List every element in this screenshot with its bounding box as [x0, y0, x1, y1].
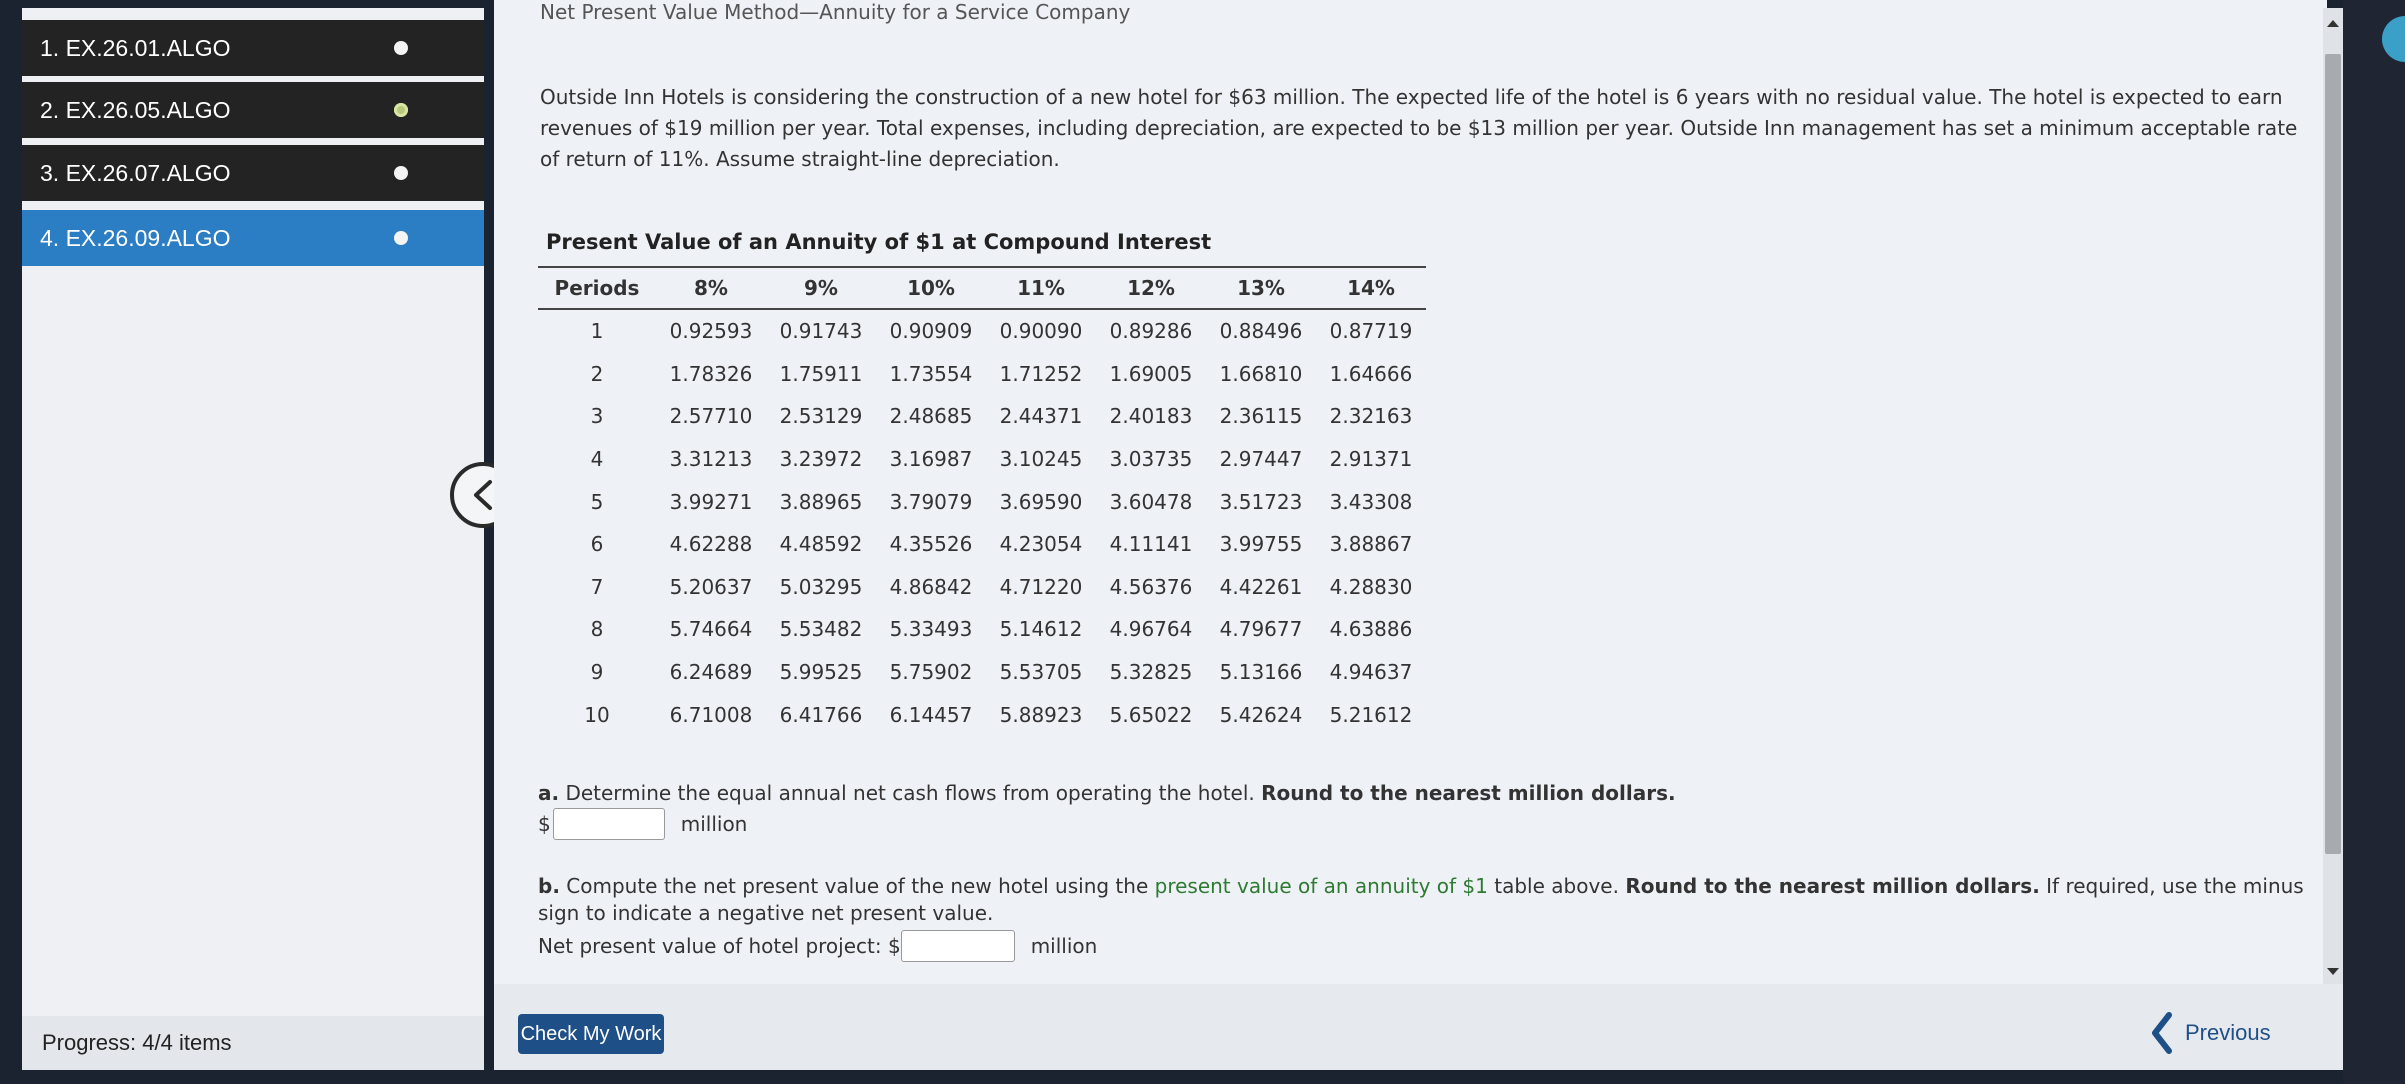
factor-cell: 1.71252	[999, 361, 1083, 386]
previous-label: Previous	[2185, 1020, 2271, 1045]
net-present-value-input[interactable]	[901, 930, 1015, 962]
period-cell: 9	[590, 660, 604, 685]
factor-cell: 3.60478	[1109, 489, 1193, 514]
question-b-answer-row	[538, 930, 1097, 962]
factor-cell: 5.13166	[1219, 660, 1303, 685]
factor-cell: 2.40183	[1109, 404, 1193, 429]
question-letter: a.	[538, 781, 560, 805]
problem-text: Outside Inn Hotels is considering the construction of a new hotel for $63 million. The expected life of the hotel is 6 years with no residual value. The hotel is expected to earn revenues of $19 million per year. Total expenses, including depreciation, are expected to be $13 million per year. Outside Inn management has set a minimum acceptable rate of return of 11%. Assume straight-line depreciation.	[540, 85, 2298, 171]
progress-value: 4/4 items	[142, 1030, 232, 1055]
factor-cell: 3.31213	[669, 447, 753, 472]
table-row	[538, 523, 1426, 566]
table-row	[538, 353, 1426, 396]
factor-cell: 2.91371	[1329, 447, 1413, 472]
factor-cell: 5.21612	[1329, 702, 1413, 727]
column-header: Periods	[538, 267, 656, 309]
factor-cell: 5.20637	[669, 574, 753, 599]
column-header: 13%	[1206, 267, 1316, 309]
page-title: Net Present Value Method—Annuity for a Service Company	[540, 0, 1131, 24]
vertical-scrollbar[interactable]	[2323, 8, 2343, 984]
factor-cell: 3.51723	[1219, 489, 1303, 514]
scrollbar-thumb[interactable]	[2325, 54, 2341, 854]
table-row	[538, 309, 1426, 353]
factor-cell: 5.65022	[1109, 702, 1193, 727]
factor-cell: 0.90909	[889, 319, 973, 344]
factor-cell: 2.36115	[1219, 404, 1303, 429]
question-instruction: Round to the nearest million dollars.	[1625, 874, 2040, 898]
previous-button[interactable]	[2149, 1008, 2271, 1058]
factor-cell: 3.43308	[1329, 489, 1413, 514]
sidebar-item-ex-26-09[interactable]	[22, 210, 484, 266]
factor-cell: 2.97447	[1219, 447, 1303, 472]
footer-bar	[494, 984, 2343, 1070]
window-edge	[2343, 0, 2405, 1084]
factor-cell: 5.88923	[999, 702, 1083, 727]
column-header: 8%	[656, 267, 766, 309]
factor-cell: 0.91743	[779, 319, 863, 344]
factor-cell: 5.53705	[999, 660, 1083, 685]
pv-annuity-link[interactable]: present value of an annuity of $1	[1154, 874, 1488, 898]
period-cell: 10	[584, 702, 610, 727]
period-cell: 7	[590, 574, 604, 599]
factor-cell: 2.32163	[1329, 404, 1413, 429]
factor-cell: 4.42261	[1219, 574, 1303, 599]
factor-cell: 6.41766	[779, 702, 863, 727]
factor-cell: 5.03295	[779, 574, 863, 599]
factor-cell: 2.44371	[999, 404, 1083, 429]
sidebar-item-label: 2. EX.26.05.ALGO	[40, 96, 231, 123]
annual-net-cash-flow-input[interactable]	[553, 808, 665, 840]
present-value-table	[538, 266, 1426, 736]
column-header: 10%	[876, 267, 986, 309]
sidebar-item-label: 1. EX.26.01.ALGO	[40, 34, 231, 61]
table-title: Present Value of an Annuity of $1 at Compound Interest	[546, 230, 1212, 254]
factor-cell: 1.66810	[1219, 361, 1303, 386]
factor-cell: 3.10245	[999, 447, 1083, 472]
factor-cell: 4.79677	[1219, 617, 1303, 642]
question-b	[538, 873, 2308, 927]
question-text: Determine the equal annual net cash flows from operating the hotel.	[565, 781, 1255, 805]
factor-cell: 5.42624	[1219, 702, 1303, 727]
currency-symbol: $	[887, 934, 901, 958]
status-complete-icon	[394, 103, 408, 117]
period-cell: 2	[590, 361, 604, 386]
factor-cell: 0.90090	[999, 319, 1083, 344]
factor-cell: 5.74664	[669, 617, 753, 642]
sidebar-item-ex-26-01[interactable]	[22, 20, 484, 76]
factor-cell: 3.23972	[779, 447, 863, 472]
factor-cell: 5.32825	[1109, 660, 1193, 685]
factor-cell: 3.69590	[999, 489, 1083, 514]
period-cell: 4	[590, 447, 604, 472]
table-row	[538, 438, 1426, 481]
factor-cell: 1.69005	[1109, 361, 1193, 386]
factor-cell: 6.71008	[669, 702, 753, 727]
sidebar	[22, 8, 484, 1070]
factor-cell: 4.48592	[779, 532, 863, 557]
check-my-work-button[interactable]: Check My Work	[518, 1014, 664, 1054]
status-dot-icon	[394, 231, 408, 245]
factor-cell: 1.78326	[669, 361, 753, 386]
table-row	[538, 608, 1426, 651]
question-text: Compute the net present value of the new hotel using the	[566, 874, 1149, 898]
factor-cell: 5.99525	[779, 660, 863, 685]
question-a-answer-row	[538, 808, 747, 840]
question-letter: b.	[538, 874, 560, 898]
factor-cell: 6.14457	[889, 702, 973, 727]
factor-cell: 3.99271	[669, 489, 753, 514]
factor-cell: 5.33493	[889, 617, 973, 642]
factor-cell: 1.73554	[889, 361, 973, 386]
factor-cell: 4.28830	[1329, 574, 1413, 599]
factor-cell: 6.24689	[669, 660, 753, 685]
factor-cell: 4.71220	[999, 574, 1083, 599]
status-dot-icon	[394, 166, 408, 180]
factor-cell: 3.16987	[889, 447, 973, 472]
status-dot-icon	[394, 41, 408, 55]
factor-cell: 0.89286	[1109, 319, 1193, 344]
sidebar-item-ex-26-07[interactable]	[22, 145, 484, 201]
factor-cell: 3.99755	[1219, 532, 1303, 557]
column-header: 14%	[1316, 267, 1426, 309]
main-content	[494, 0, 2327, 984]
factor-cell: 4.63886	[1329, 617, 1413, 642]
period-cell: 8	[590, 617, 604, 642]
factor-cell: 4.62288	[669, 532, 753, 557]
question-instruction: Round to the nearest million dollars.	[1261, 781, 1676, 805]
sidebar-item-ex-26-05[interactable]	[22, 82, 484, 138]
period-cell: 3	[590, 404, 604, 429]
factor-cell: 2.48685	[889, 404, 973, 429]
sidebar-item-label: 4. EX.26.09.ALGO	[40, 224, 231, 251]
factor-cell: 4.35526	[889, 532, 973, 557]
factor-cell: 0.92593	[669, 319, 753, 344]
progress-indicator	[22, 1016, 484, 1070]
column-header: 11%	[986, 267, 1096, 309]
factor-cell: 5.75902	[889, 660, 973, 685]
factor-cell: 4.23054	[999, 532, 1083, 557]
factor-cell: 4.94637	[1329, 660, 1413, 685]
table-header-row	[538, 267, 1426, 309]
factor-cell: 4.11141	[1109, 532, 1193, 557]
table-row	[538, 566, 1426, 609]
factor-cell: 4.86842	[889, 574, 973, 599]
factor-cell: 3.03735	[1109, 447, 1193, 472]
question-a	[538, 781, 1676, 805]
factor-cell: 4.96764	[1109, 617, 1193, 642]
factor-cell: 0.88496	[1219, 319, 1303, 344]
column-header: 9%	[766, 267, 876, 309]
chevron-left-icon	[2149, 1011, 2177, 1055]
period-cell: 6	[590, 532, 604, 557]
table-row	[538, 395, 1426, 438]
factor-cell: 2.53129	[779, 404, 863, 429]
table-row	[538, 480, 1426, 523]
field-label: Net present value of hotel project:	[538, 934, 882, 958]
currency-symbol: $	[538, 812, 551, 836]
factor-cell: 5.14612	[999, 617, 1083, 642]
question-text: If required, use the minus sign to indicate a negative net present value.	[538, 874, 2304, 925]
column-header: 12%	[1096, 267, 1206, 309]
factor-cell: 2.57710	[669, 404, 753, 429]
unit-label: million	[680, 812, 748, 836]
period-cell: 1	[590, 319, 604, 344]
factor-cell: 4.56376	[1109, 574, 1193, 599]
factor-cell: 3.88965	[779, 489, 863, 514]
scroll-up-icon[interactable]	[2327, 20, 2339, 27]
table-row	[538, 651, 1426, 694]
factor-cell: 1.75911	[779, 361, 863, 386]
progress-label: Progress:	[42, 1030, 137, 1055]
factor-cell: 3.88867	[1329, 532, 1413, 557]
factor-cell: 1.64666	[1329, 361, 1413, 386]
factor-cell: 3.79079	[889, 489, 973, 514]
question-text: table above.	[1494, 874, 1619, 898]
scroll-down-icon[interactable]	[2327, 968, 2339, 975]
sidebar-item-label: 3. EX.26.07.ALGO	[40, 159, 231, 186]
factor-cell: 0.87719	[1329, 319, 1413, 344]
unit-label: million	[1030, 934, 1098, 958]
period-cell: 5	[590, 489, 604, 514]
table-row	[538, 693, 1426, 736]
factor-cell: 5.53482	[779, 617, 863, 642]
